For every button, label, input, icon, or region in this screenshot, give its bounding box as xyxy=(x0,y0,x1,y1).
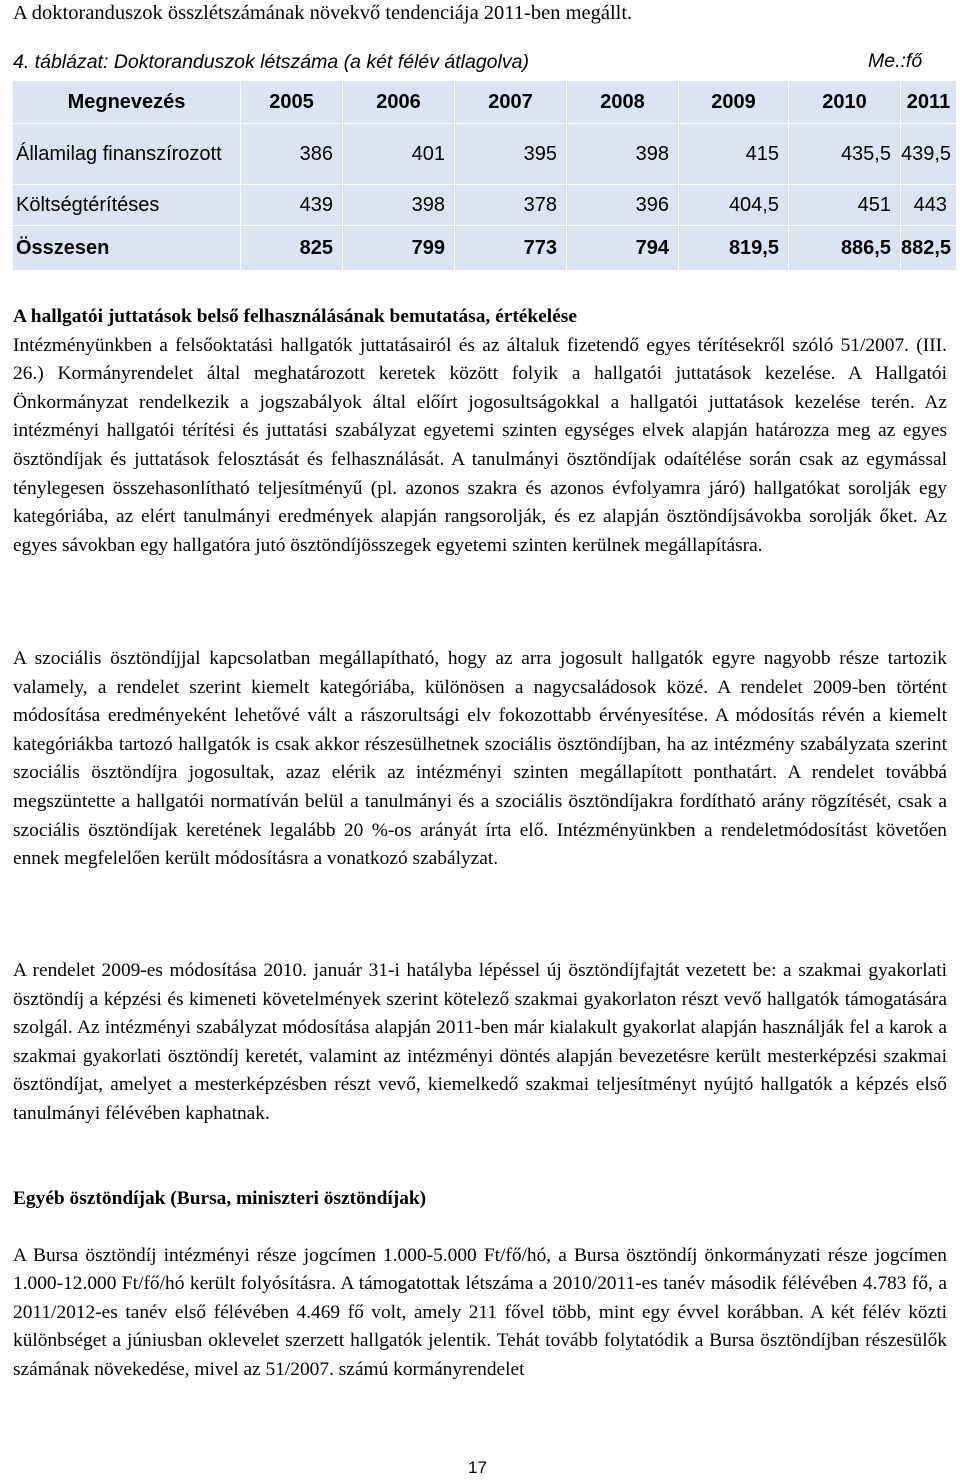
table-header-cell: 2006 xyxy=(343,81,455,124)
table-cell: 819,5 xyxy=(679,226,789,271)
table-unit: Me.:fő xyxy=(868,50,923,72)
page-number: 17 xyxy=(468,1458,487,1477)
table-cell: 398 xyxy=(343,185,455,226)
table-cell: 435,5 xyxy=(789,124,901,185)
table-cell: 451 xyxy=(789,185,901,226)
table-cell: 799 xyxy=(343,226,455,271)
table-header-cell: 2007 xyxy=(455,81,567,124)
table-row xyxy=(13,124,957,185)
section-heading: Egyéb ösztöndíjak (Bursa, miniszteri ösztöndíjak) xyxy=(13,1188,427,1209)
table-total-row xyxy=(13,226,957,271)
paragraph: Intézményünkben a felsőoktatási hallgatók juttatásairól és az általuk fizetendő egyes térítésekről szóló 51/2007. (III. 26.) Kormányrendelet által meghatározott keretek között folyik a hallgatói juttatások kezelése. A Hallgatói Önkormányzat rendelkezik a jogszabályok által előírt jogosultságokkal a hallgatói juttatások kezelése terén. Az intézményi hallgatói térítési és juttatási szabályzat egyetemi szinten egységes elvek alapján határozza meg az egyes ösztöndíjak és juttatások felosztását és felhasználását. A tanulmányi ösztöndíjak odaítélése során csak az egymással ténylegesen összehasonlítható teljesítményű (pl. azonos szakra és azonos évfolyamra járó) hallgatókat sorolják egy kategóriába, az elért tanulmányi eredmények alapján rangsorolják, és ez alapján ösztöndíjsávokba sorolják őket. Az egyes sávokban egy hallgatóra jutó ösztöndíjösszegek egyetemi szinten kerülnek megállapításra. xyxy=(13,334,947,556)
table-cell: 386 xyxy=(241,124,343,185)
paragraph: A Bursa ösztöndíj intézményi része jogcímen 1.000-5.000 Ft/fő/hó, a Bursa ösztöndíj önkormányzati része jogcímen 1.000-12.000 Ft/fő/hó került folyósításra. A támogatottak létszáma a 2010/2011-es tanév második félévében 4.783 fő, a 2011/2012-es tanév első félévében 4.469 fő volt, amely 211 fővel több, mint egy évvel korábban. A két félév közti különbséget a júniusban oklevelet szerzett hallgatók jelentik. Tehát tovább folytatódik a Bursa ösztöndíjban részesülők számának növekedése, mivel az 51/2007. számú kormányrendelet xyxy=(13,1244,947,1380)
table-caption: 4. táblázat: Doktoranduszok létszáma (a két félév átlagolva) xyxy=(13,51,529,73)
section-heading: A hallgatói juttatások belső felhasználásának bemutatása, értékelése xyxy=(13,306,577,327)
table-header-cell: 2005 xyxy=(241,81,343,124)
table-cell: 882,5 xyxy=(901,226,957,271)
section-hallgatoi-juttatasok xyxy=(13,303,947,560)
table-header-row xyxy=(13,81,957,124)
table-cell: 443 xyxy=(901,185,957,226)
table-cell: 404,5 xyxy=(679,185,789,226)
paragraph-szocialis: A szociális ösztöndíjjal kapcsolatban megállapítható, hogy az arra jogosult hallgatók egyre nagyobb része tartozik valamely, a rendelet szerint kiemelt kategóriába, különösen a nagycsaládosok közé. A rendelet 2009-ben történt módosítása eredményeként lehetővé vált a rászorultsági elv fokozottabb érvényesítése. A módosítás révén a kiemelt kategóriákba tartozó hallgatók is csak akkor részesülhetnek szociális ösztöndíjban, ha az intézmény szabályzata szerint szociális ösztöndíjra jogosultak, azaz elérik az intézményi szinten megállapított ponthatárt. A rendelet továbbá megszüntette a hallgatói normatíván belül a tanulmányi és a szociális ösztöndíjakra fordítható arány rögzítését, csak a szociális ösztöndíjak keretének legalább 20 %-os arányát írta elő. Intézményünkben a rendeletmódosítást követően ennek megfelelően került módosításra a vonatkozó szabályzat. xyxy=(13,648,947,870)
row-label: Költségtérítéses xyxy=(13,185,241,226)
paragraph-szakmai-gyakorlati: A rendelet 2009-es módosítása 2010. január 31-i hatályba lépéssel új ösztöndíjfajtát vezetett be: a szakmai gyakorlati ösztöndíj a képzési és kimeneti követelmények szerint kötelező szakmai gyakorlaton részt vevő hallgatók támogatására szolgál. Az intézményi szabályzat módosítása alapján 2011-ben már kialakult gyakorlat alapján használják fel a karok a szakmai gyakorlati ösztöndíj keretét, valamint az intézményi döntés alapján bevezetésre került mesterképzési szakmai ösztöndíjat, amelyet a mesterképzésben részt vevő, kiemelkedő szakmai teljesítményt nyújtó hallgatók a képzés első tanulmányi félévében kaphatnak. xyxy=(13,960,947,1124)
table-header-cell: 2009 xyxy=(679,81,789,124)
table-cell: 398 xyxy=(567,124,679,185)
table-cell: 401 xyxy=(343,124,455,185)
doctoral-students-table xyxy=(12,80,957,271)
table-cell: 886,5 xyxy=(789,226,901,271)
row-label: Összesen xyxy=(13,226,241,271)
table-cell: 439,5 xyxy=(901,124,957,185)
table-header-cell: 2008 xyxy=(567,81,679,124)
table-cell: 415 xyxy=(679,124,789,185)
table-cell: 395 xyxy=(455,124,567,185)
table-cell: 396 xyxy=(567,185,679,226)
table-row xyxy=(13,185,957,226)
table-cell: 825 xyxy=(241,226,343,271)
table-cell: 794 xyxy=(567,226,679,271)
table-header-cell: 2010 xyxy=(789,81,901,124)
table-cell: 439 xyxy=(241,185,343,226)
table-cell: 773 xyxy=(455,226,567,271)
section-egyeb-osztondijak xyxy=(13,1185,947,1385)
table-header-cell: Megnevezés xyxy=(13,81,241,124)
intro-line: A doktoranduszok összlétszámának növekvő tendenciája 2011-ben megállt. xyxy=(13,2,633,24)
row-label: Államilag finanszírozott xyxy=(13,124,241,185)
table-cell: 378 xyxy=(455,185,567,226)
table-header-cell: 2011 xyxy=(901,81,957,124)
